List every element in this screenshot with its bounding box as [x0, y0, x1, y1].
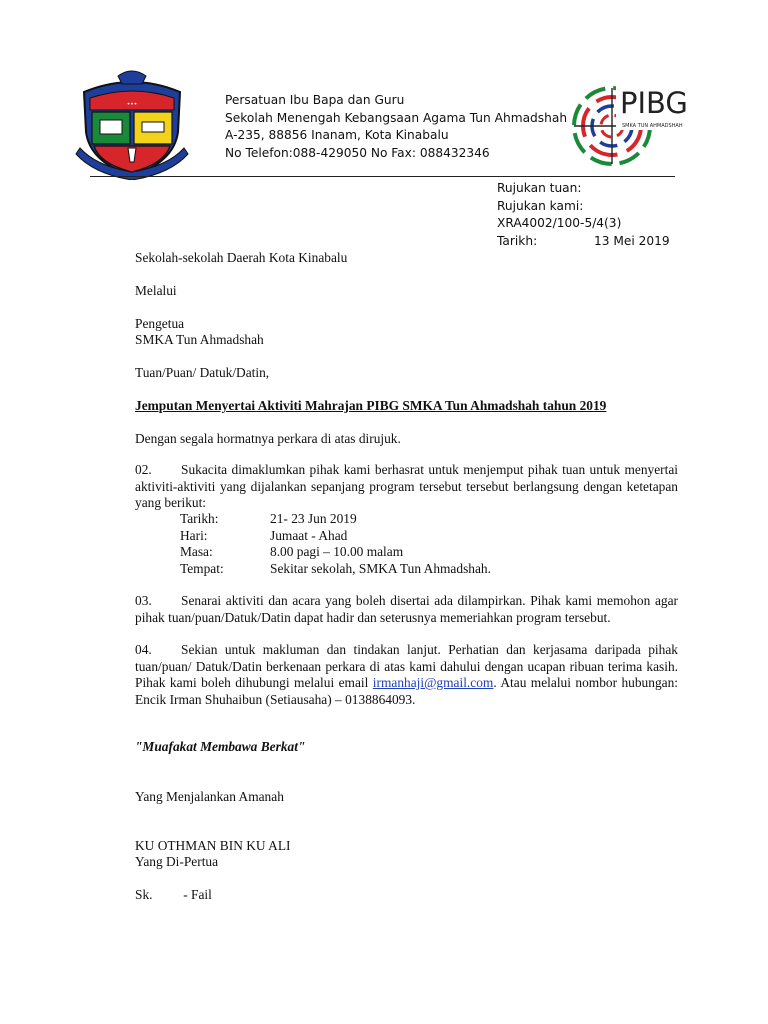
pibg-logo-subtext: SMKA TUN AHMADSHAH	[622, 123, 683, 129]
detail-value: 8.00 pagi – 10.00 malam	[270, 544, 404, 559]
paragraph-3-text: Senarai aktiviti dan acara yang boleh disertai ada dilampirkan. Pihak kami memohon agar pihak tuan/puan/Datuk/Datin dapat hadir dan seterusnya memeriahkan program tersebut.	[135, 593, 678, 625]
rujukan-tuan-label: Rujukan tuan:	[497, 181, 582, 195]
school-address: A-235, 88856 Inanam, Kota Kinabalu	[225, 128, 449, 143]
letterhead-divider	[90, 176, 675, 177]
detail-value: 21- 23 Jun 2019	[270, 511, 357, 526]
detail-row	[180, 544, 404, 561]
email-link[interactable]: irmanhaji@gmail.com	[372, 675, 494, 690]
recipient-to: Sekolah-sekolah Daerah Kota Kinabalu	[135, 250, 348, 265]
detail-row	[180, 511, 357, 528]
paragraph-4-text-a: Sekian untuk makluman dan tindakan lanjut. Perhatian dan kerjasama daripada pihak tuan/puan/ Datuk/Datin berkenaan perkara di atas kami dahului dengan ucapan ribuan terima kasih. Pihak kami boleh dihubungi melalui email	[135, 642, 678, 690]
reference-number: XRA4002/100-5/4(3)	[497, 216, 622, 231]
school-name: Sekolah Menengah Kebangsaan Agama Tun Ahmadshah	[225, 110, 568, 125]
paragraph-2	[135, 462, 678, 512]
reference-block	[497, 180, 670, 250]
detail-value: Sekitar sekolah, SMKA Tun Ahmadshah.	[270, 560, 491, 576]
cc-value: - Fail	[183, 887, 212, 902]
detail-label: Hari:	[180, 527, 208, 543]
paragraph-4-number: 04.	[135, 642, 152, 657]
paragraph-4-text-b: . Atau melalui nombor hubungan: Encik Irman Shuhaibun (Setiausaha) – 0138864093.	[135, 675, 679, 707]
event-details	[180, 511, 491, 577]
cc-line	[135, 886, 212, 903]
paragraph-2-number: 02.	[135, 462, 152, 477]
detail-row	[180, 560, 491, 578]
cc-label: Sk.	[135, 887, 153, 902]
paragraph-4	[135, 642, 678, 708]
school-contact: No Telefon:088-429050 No Fax: 088432346	[225, 145, 490, 160]
detail-label: Tarikh:	[180, 511, 219, 526]
school-crest-logo	[74, 62, 190, 180]
signatory-title: Yang Di-Pertua	[135, 854, 219, 869]
pibg-logo-text: PIBG	[620, 86, 688, 120]
rujukan-kami-label: Rujukan kami:	[497, 198, 584, 213]
paragraph-3-number: 03.	[135, 593, 152, 608]
date-row	[497, 233, 670, 251]
paragraph-1: Dengan segala hormatnya perkara di atas dirujuk.	[135, 431, 401, 446]
detail-label: Masa:	[180, 544, 213, 559]
detail-value: Jumaat - Ahad	[270, 527, 348, 543]
paragraph-2-text: Sukacita dimaklumkan pihak kami berhasrat untuk menjemput pihak tuan untuk menyertai aktiviti-aktiviti yang dijalankan sepanjang program tersebut tersebut berlangsung dengan ketetapan yang berikut:	[135, 462, 678, 510]
signatory-name: KU OTHMAN BIN KU ALI	[135, 838, 291, 853]
recipient-school: SMKA Tun Ahmadshah	[135, 332, 264, 347]
motto: "Muafakat Membawa Berkat"	[135, 739, 306, 754]
letter-subject: Jemputan Menyertai Aktiviti Mahrajan PIBG SMKA Tun Ahmadshah tahun 2019	[135, 398, 607, 413]
date-label: Tarikh:	[497, 233, 538, 248]
svg-text:•••: •••	[126, 101, 138, 108]
paragraph-3	[135, 593, 678, 626]
rujukan-kami-row	[497, 198, 621, 216]
pibg-logo	[572, 80, 696, 172]
recipient-position: Pengetua	[135, 316, 185, 331]
recipient-via: Melalui	[135, 283, 177, 298]
closing-regards: Yang Menjalankan Amanah	[135, 789, 284, 804]
salutation: Tuan/Puan/ Datuk/Datin,	[135, 365, 270, 380]
detail-row	[180, 527, 348, 545]
detail-label: Tempat:	[180, 560, 224, 576]
letterhead	[225, 92, 567, 162]
date-value: 13 Mei 2019	[594, 233, 670, 248]
rujukan-tuan-row	[497, 180, 621, 198]
association-name: Persatuan Ibu Bapa dan Guru	[225, 93, 405, 107]
